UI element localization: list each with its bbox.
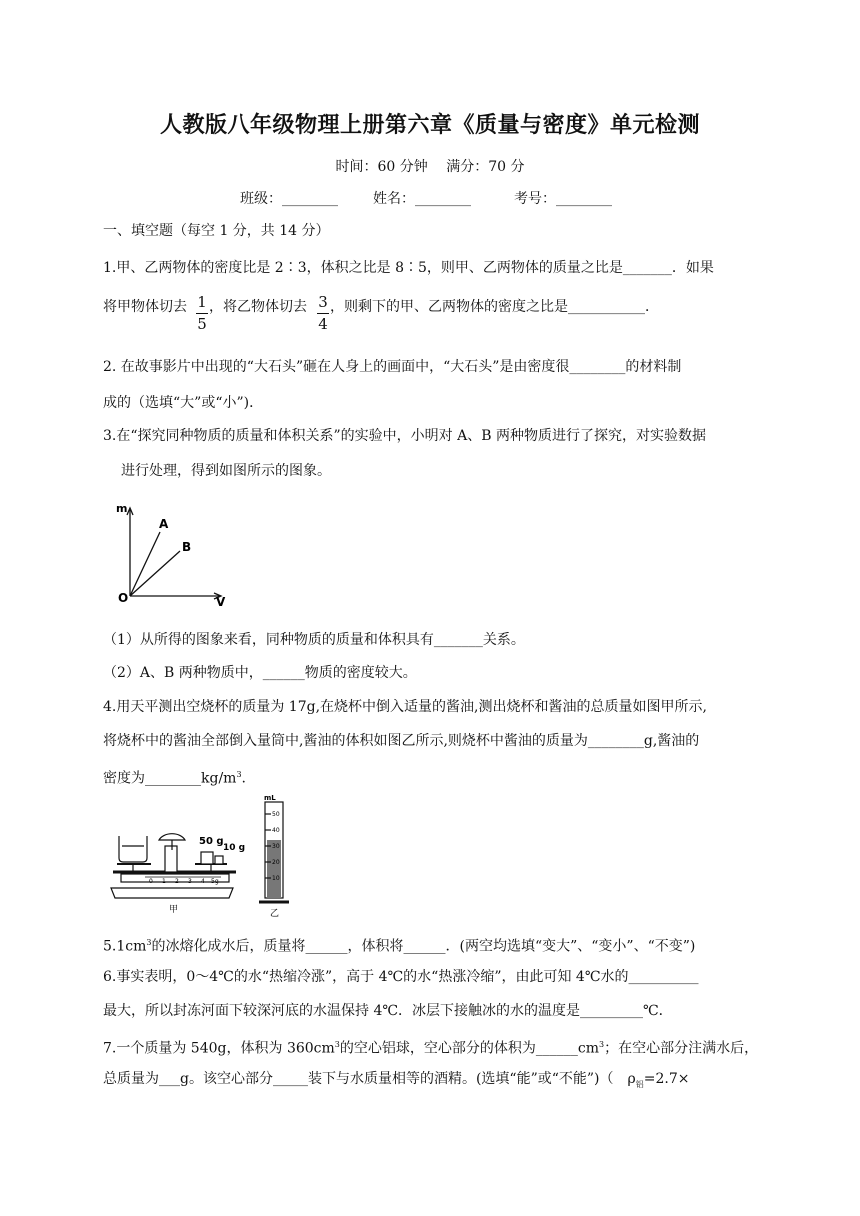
question-7-line1: 7.一个质量为 540g，体积为 $360cm^3$的空心铝球，空心部分的体积为$\_\_\_\_\_\_cm^3$；在空心部分注满水后， — [103, 1040, 759, 1057]
question-6-line2: 最大，所以封冻河面下较深河底的水温保持 4℃．冰层下接触冰的水的温度是_________℃． — [103, 1003, 673, 1019]
weight-10g-label: 10 g — [223, 843, 246, 853]
question-1-line2a: 将甲物体切去 — [103, 299, 187, 315]
class-field: 班级：________ — [240, 191, 338, 207]
question-1-line1: 1.甲、乙两物体的密度比是 2∶3，体积之比是 8∶5，则甲、乙两物体的质量之比是_______．如果 — [103, 260, 714, 276]
name-field: 姓名：________ — [373, 191, 471, 207]
question-3-line1: 3.在“探究同种物质的质量和体积关系”的实验中，小明对 A、B 两种物质进行了探究，对实验数据 — [103, 428, 706, 444]
question-7-line2: 总质量为___g。该空心部分_____装下与水质量相等的酒精。(选填“能”或“不能”)（ $\rho_铝=2.7\times$ — [103, 1071, 690, 1089]
graph-line-b-label: B — [182, 540, 192, 554]
exam-time-info: 时间：60 分钟 满分：70 分 — [335, 159, 525, 175]
question-2-line1: 2. 在故事影片中出现的“大石头”砸在人身上的画面中，“大石头”是由密度很________的材料制 — [103, 359, 682, 375]
question-1-line2c: ，则剩下的甲、乙两物体的密度之比是___________． — [330, 299, 659, 315]
question-4-line1: 4.用天平测出空烧杯的质量为 17g,在烧杯中倒入适量的酱油,测出烧杯和酱油的总质量如图甲所示, — [103, 699, 707, 715]
question-3-sub2: （2）A、B 两种物质中，______物质的密度较大。 — [103, 665, 417, 681]
section-heading: 一、填空题（每空 1 分，共 14 分） — [103, 223, 330, 239]
question-6-line1: 6.事实表明，0～4℃的水“热缩冷涨”，高于 4℃的水“热涨冷缩”，由此可知 4℃水的__________ — [103, 969, 699, 985]
exam-number-field: 考号：________ — [514, 191, 612, 207]
fraction-numerator: 1 — [197, 293, 207, 311]
scale-tick-2: 2 — [175, 878, 179, 885]
graph-origin-label: O — [118, 591, 129, 605]
cylinder-unit-label: mL — [264, 794, 276, 802]
graph-line-a-label: A — [159, 517, 169, 531]
graph-x-axis-label: V — [216, 595, 226, 609]
cylinder-tick-30: 30 — [272, 843, 280, 850]
fraction-three-quarters — [317, 294, 329, 332]
question-1-line2b: ，将乙物体切去 — [209, 299, 307, 315]
weight-50g-label: 50 g — [199, 836, 224, 847]
question-4-line3: 密度为$\_\_\_\_\_\_\_\_kg/m^3$. — [103, 770, 246, 787]
page-title: 人教版八年级物理上册第六章《质量与密度》单元检测 — [159, 113, 700, 138]
fraction-one-fifth — [196, 294, 208, 332]
question-3-line2: 进行处理，得到如图所示的图象。 — [121, 463, 331, 479]
graph-y-axis-label: m — [116, 502, 128, 515]
fraction-denominator: 5 — [197, 315, 207, 333]
question-4-line2: 将烧杯中的酱油全部倒入量筒中,酱油的体积如图乙所示,则烧杯中酱油的质量为________g,酱油的 — [103, 733, 700, 749]
scale-tick-3: 3 — [188, 878, 192, 885]
question-5-line: $5.1cm^3$的冰熔化成水后，质量将______，体积将______．(两空均选填“变大”、“变小”、“不变”) — [103, 938, 696, 955]
scale-tick-5g: 5g — [211, 878, 219, 885]
cylinder-tick-50: 50 — [272, 811, 280, 818]
fraction-denominator: 4 — [318, 315, 328, 333]
cylinder-tick-40: 40 — [272, 827, 280, 834]
cylinder-tick-20: 20 — [272, 859, 280, 866]
balance-and-cylinder-figure — [103, 790, 303, 920]
question-3-sub1: （1）从所得的图象来看，同种物质的质量和体积具有_______关系。 — [103, 632, 525, 648]
fraction-numerator: 3 — [318, 293, 328, 311]
cylinder-tick-10: 10 — [272, 875, 280, 882]
figure-caption-jia: 甲 — [169, 905, 179, 915]
question-2-line2: 成的（选填“大”或“小”)． — [103, 395, 264, 411]
mass-volume-graph — [108, 498, 238, 610]
figure-caption-yi: 乙 — [270, 909, 280, 919]
scale-tick-0: 0 — [149, 878, 153, 885]
scale-tick-1: 1 — [162, 878, 166, 885]
scale-tick-4: 4 — [201, 878, 205, 885]
